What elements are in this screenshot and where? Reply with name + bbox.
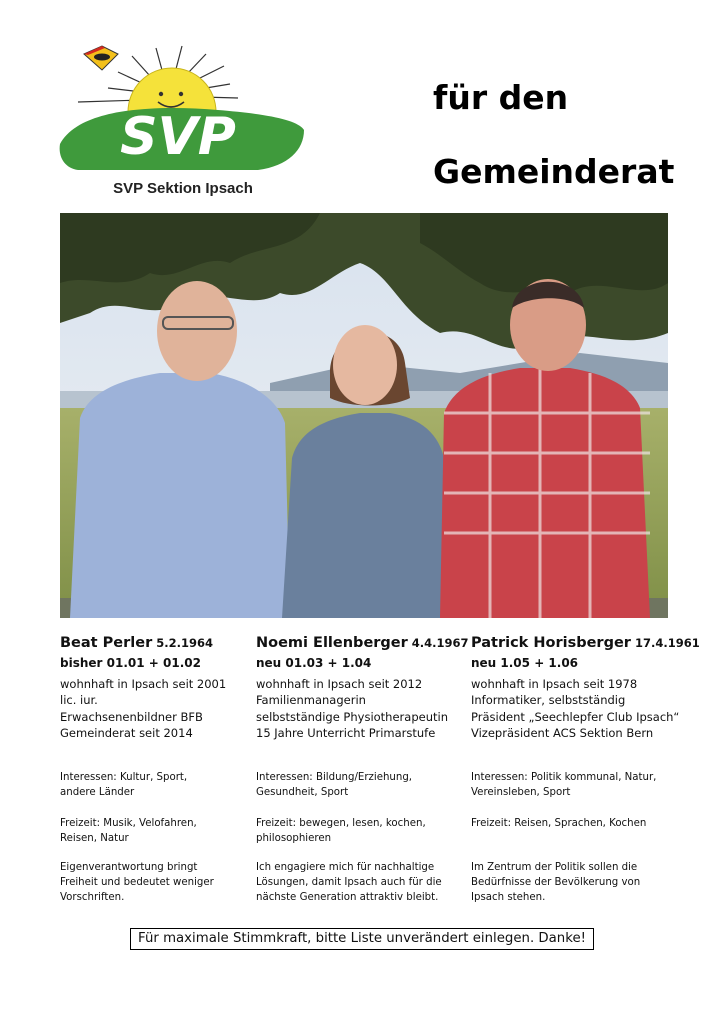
photo-illustration xyxy=(60,213,668,618)
candidate-interests xyxy=(256,770,461,800)
interests-line: Interessen: Kultur, Sport, xyxy=(60,772,188,783)
candidate-freizeit xyxy=(256,816,461,846)
footer-voting-note: Für maximale Stimmkraft, bitte Liste unverändert einlegen. Danke! xyxy=(130,928,594,950)
interests-line: Vereinsleben, Sport xyxy=(471,787,571,798)
interests-line: Gesundheit, Sport xyxy=(256,787,349,798)
info-line: selbstständige Physiotherapeutin xyxy=(256,709,448,724)
candidate-quote xyxy=(256,860,461,905)
quote-line: Ipsach stehen. xyxy=(471,892,546,903)
quote-line: Im Zentrum der Politik sollen die xyxy=(471,862,638,873)
candidate-list-position: bisher 01.01 + 01.02 xyxy=(60,656,201,670)
info-line: Vizepräsident ACS Sektion Bern xyxy=(471,725,654,740)
logo-caption: SVP Sektion Ipsach xyxy=(113,180,253,197)
svp-wordmark: SVP xyxy=(120,107,236,167)
freizeit-line: Freizeit: bewegen, lesen, kochen, xyxy=(256,818,426,829)
quote-line: Freiheit und bedeutet weniger xyxy=(60,877,214,888)
candidate-freizeit xyxy=(471,816,676,831)
candidate-quote xyxy=(471,860,676,905)
candidate-interests xyxy=(60,770,265,800)
info-line: Gemeinderat seit 2014 xyxy=(60,725,193,740)
candidate-info xyxy=(60,676,275,741)
candidate-name: Beat Perler xyxy=(60,635,153,651)
quote-line: Ich engagiere mich für nachhaltige xyxy=(256,862,435,873)
candidate-beat-perler xyxy=(60,634,275,903)
headline-line-2: Gemeinderat xyxy=(433,152,675,191)
info-line: Präsident „Seechlepfer Club Ipsach“ xyxy=(471,709,680,724)
interests-line: Interessen: Politik kommunal, Natur, xyxy=(471,772,657,783)
quote-line: nächste Generation attraktiv bleibt. xyxy=(256,892,439,903)
info-line: 15 Jahre Unterricht Primarstufe xyxy=(256,725,436,740)
candidate-freizeit xyxy=(60,816,265,846)
quote-line: Bedürfnisse der Bevölkerung von xyxy=(471,877,641,888)
quote-line: Eigenverantwortung bringt xyxy=(60,862,198,873)
info-line: lic. iur. xyxy=(60,693,98,708)
candidate-quote xyxy=(60,860,265,905)
info-line: wohnhaft in Ipsach seit 2012 xyxy=(256,677,423,691)
candidate-birthdate: 4.4.1967 xyxy=(411,636,469,650)
info-line: Erwachsenenbildner BFB xyxy=(60,709,203,724)
info-line: Informatiker, selbstständig xyxy=(471,693,626,708)
headline-line-1: für den xyxy=(433,78,569,117)
info-line: wohnhaft in Ipsach seit 1978 xyxy=(471,677,638,691)
candidate-patrick-horisberger xyxy=(471,634,700,903)
info-line: wohnhaft in Ipsach seit 2001 xyxy=(60,677,227,691)
candidate-list-position: neu 01.03 + 1.04 xyxy=(256,656,372,670)
svp-logo-graphic xyxy=(58,42,308,177)
bern-bear-shield-icon xyxy=(84,46,118,70)
freizeit-line: Freizeit: Reisen, Sprachen, Kochen xyxy=(471,818,647,829)
candidate-name: Noemi Ellenberger xyxy=(256,635,408,651)
interests-line: Interessen: Bildung/Erziehung, xyxy=(256,772,413,783)
freizeit-line: Freizeit: Musik, Velofahren, xyxy=(60,818,197,829)
freizeit-line: Reisen, Natur xyxy=(60,833,129,844)
candidate-info xyxy=(256,676,471,741)
candidates-photo xyxy=(60,213,668,618)
candidate-noemi-ellenberger xyxy=(256,634,471,903)
candidate-list-position: neu 1.05 + 1.06 xyxy=(471,656,579,670)
candidate-info xyxy=(471,676,686,741)
quote-line: Vorschriften. xyxy=(60,892,125,903)
candidate-name: Patrick Horisberger xyxy=(471,635,631,651)
interests-line: andere Länder xyxy=(60,787,135,798)
svp-logo xyxy=(58,42,308,202)
sun-face-icon xyxy=(128,68,216,112)
quote-line: Lösungen, damit Ipsach auch für die xyxy=(256,877,442,888)
info-line: Familienmanagerin xyxy=(256,693,366,708)
candidate-birthdate: 5.2.1964 xyxy=(156,636,213,650)
candidate-interests xyxy=(471,770,676,800)
freizeit-line: philosophieren xyxy=(256,833,332,844)
candidate-birthdate: 17.4.1961 xyxy=(634,636,700,650)
